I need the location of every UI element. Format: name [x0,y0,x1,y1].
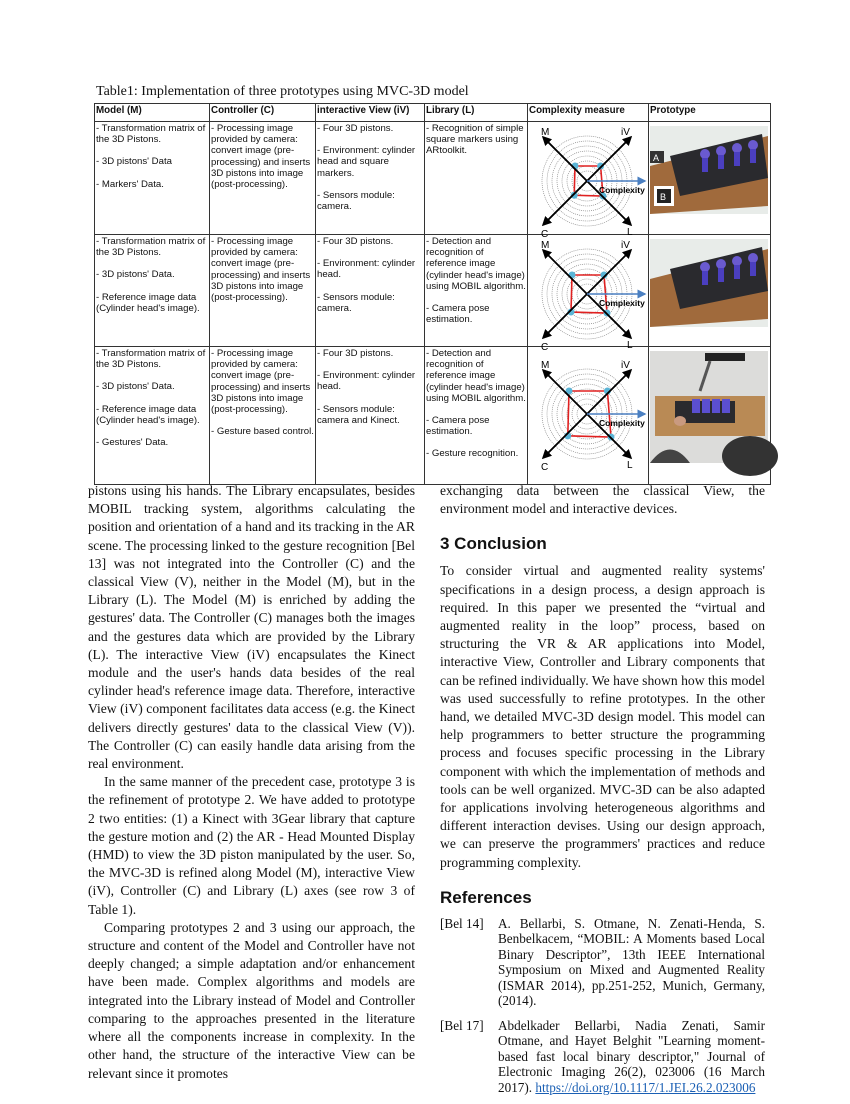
header-library: Library (L) [425,104,528,122]
cell-line: - Processing image provided by camera: convert image (pre-processing) and inserts 3D pistons into image (post-processing). [211,236,311,304]
right-column [440,482,765,1104]
reference-text-wrap [498,1018,765,1096]
cell-line: - Camera pose estimation. [426,303,490,326]
cell-library [425,347,528,485]
cell-prototype [649,347,771,485]
cell-line: - 3D pistons' Data [96,156,172,168]
left-column [88,482,415,1083]
cell-line: - Environment: cylinder head and square markers. [317,145,416,179]
cell-line: - Four 3D pistons. [317,236,394,247]
table-row [95,347,771,485]
cell-line: - Gesture recognition. [426,448,519,460]
cell-controller [210,347,316,485]
cell-line: - Transformation matrix of the 3D Pistons. [96,123,206,146]
cell-model [95,235,210,347]
cell-line: - 3D pistons' Data. [96,381,175,393]
axis-label-l: L [627,227,633,238]
cell-line: - Reference image data (Cylinder head's image). [96,403,200,426]
cell-complexity [528,347,649,485]
axis-label-m: M [541,240,550,251]
reference-item [440,1018,765,1096]
header-model: Model (M) [95,104,210,122]
axis-label-c: C [541,462,549,473]
prototype-photo [650,351,768,463]
cell-line: - Environment: cylinder head. [317,370,416,393]
complexity-label: Complexity [599,185,645,195]
cell-line: - Processing image provided by camera: convert image (pre-processing) and inserts 3D pistons into image (post-processing). [211,123,311,191]
conclusion-paragraph: To consider virtual and augmented reality systems' specifications in a design process, a design approach is required. In this paper we presented the “virtual and augmented reality in the loop” process, based on structuring the VR & AR applications into Model, interactive View, Controller and Library components that can be refined individually. We have shown how this model was used successfully to refine prototypes. In the other hand, we detailed MVC-3D design model. This model can help programmers to better structure the programming process and focuses specific processing in the Library component with which the implementation of methods and tools can be well organized. MVC-3D can be also adapted for applications involving heterogeneous algorithms and different interaction devises. Using our design approach, we can preserve the programmers' practices and reduce programming complexity. [440,563,765,870]
complexity-label: Complexity [599,418,645,428]
axis-label-l: L [627,340,633,351]
cell-line: - Environment: cylinder head. [317,258,416,281]
header-view: interactive View (iV) [316,104,425,122]
marker-label: A [653,153,660,163]
cell-model [95,122,210,235]
cell-complexity [528,122,649,240]
cell-view [316,235,425,347]
complexity-label: Complexity [599,298,645,308]
cell-line: - Gestures' Data. [96,437,169,449]
cell-view [316,122,425,235]
paragraph: In the same manner of the precedent case, prototype 3 is the refinement of prototype 2. We have added to prototype 2 two entities: (1) a Kinect with 3Gear library that capture the gesture motion and (2) the AR - Head Mounted Display (HMD) to view the 3D piston manipulated by the user. So, the MVC-3D is refined along Model (M), interactive View (iV), Controller (C) and Library (L) axes (see row 3 of Table 1). [88,774,415,917]
cell-view [316,347,425,485]
references-heading: References [440,887,532,907]
reference-key: [Bel 14] [440,915,484,931]
cell-prototype [649,122,771,235]
cell-controller [210,235,316,347]
header-prototype: Prototype [649,104,771,122]
cell-prototype [649,235,771,347]
paragraph: Comparing prototypes 2 and 3 using our approach, the structure and content of the Model and Controller have not deeply changed; a simple adaptation and/or enhancement have been made. Complex algorithms and models are integrated into the Library instead of Model and Controller comparing to the approaches presented in the literature where all the components increase in complexity. In the other hand, the structure of the interactive View can be relevant since it promotes [88,919,415,1081]
cell-line: - Sensors module: camera. [317,291,395,314]
axis-label-m: M [541,127,550,138]
complexity-diagram [529,123,647,240]
cell-complexity [528,235,649,353]
table-row [95,122,771,235]
cell-line: - Detection and recognition of reference image (cylinder head's image) using MOBIL algorithm. [426,236,526,292]
axis-label-iv: iV [621,240,630,251]
header-complexity: Complexity measure [528,104,649,122]
cell-line: - Four 3D pistons. [317,348,394,359]
axis-label-l: L [627,460,633,471]
prototype-photo [650,126,768,214]
table-caption: Table1: Implementation of three prototypes using MVC-3D model [96,84,469,99]
table-row [95,235,771,347]
cell-library [425,122,528,235]
cell-line: - Recognition of simple square markers using ARtoolkit. [426,123,524,157]
reference-text: Abdelkader Bellarbi, Nadia Zenati, Samir Otmane, and Hayet Belghit "Learning moment-based fast local binary descriptor," Journal of Electronic Imaging 26(2), 023006 (16 March 2017). [498,1017,765,1095]
cell-line: - Transformation matrix of the 3D Pistons. [96,236,206,259]
cell-line: - Reference image data (Cylinder head's image). [96,291,200,314]
cell-line: - Processing image provided by camera: convert image (pre-processing) and inserts 3D pistons into image (post-processing). [211,348,311,416]
marker-label: B [660,192,667,202]
reference-text: A. Bellarbi, S. Otmane, N. Zenati-Henda, S. Benbelkacem, “MOBIL: A Moments based Local Binary Descriptor”, 13th IEEE International Symposium on Mixed and Augmented Reality (ISMAR 2014), pp.251-252, Munich, Germany, (2014). [498,915,765,1009]
cell-line: - Gesture based control. [211,426,314,438]
prototypes-table [94,103,771,485]
table-header-row [95,104,771,122]
cell-line: - Four 3D pistons. [317,123,394,134]
axis-label-iv: iV [621,127,630,138]
complexity-diagram [529,236,647,353]
axis-label-c: C [541,342,549,353]
cell-model [95,347,210,485]
cell-line: - 3D pistons' Data. [96,269,175,281]
cell-controller [210,122,316,235]
axis-label-iv: iV [621,360,630,371]
doi-link[interactable]: https://doi.org/10.1117/1.JEI.26.2.023006 [535,1079,756,1095]
cell-line: - Detection and recognition of reference image (cylinder head's image) using MOBIL algorithm. [426,348,526,404]
cell-library [425,235,528,347]
reference-item [440,916,765,1009]
cell-line: - Camera pose estimation. [426,415,490,438]
cell-line: - Transformation matrix of the 3D Pistons. [96,348,206,371]
prototype-photo [650,239,768,327]
cell-line: - Sensors module: camera. [317,189,395,213]
cell-line: - Sensors module: camera and Kinect. [317,403,400,426]
complexity-diagram [529,348,647,482]
reference-key: [Bel 17] [440,1017,484,1033]
axis-label-c: C [541,229,549,240]
paragraph: pistons using his hands. The Library encapsulates, besides MOBIL tracking system, algorithms calculating the position and orientation of a hand and its tracking in the AR scene. The processing linked to the gesture recognition [Bel 13] was not integrated into the Controller (C) and the classical View (V), neither in the Model (M), but in the Library (L). The Model (M) is enriched by adding the gestures' data. The Controller (C) manages both the images and the gestures data which are provided by the Library (L). The interactive View (iV) encapsulates the Kinect module and the user's hands data besides of the real cylinder head's reference image data. Therefore, interactive View (iV) component facilitates data access (e.g. the Kinect delivers directly gestures' data to the classical View (V)). The Controller (C) can easily handle data arising from the real environment. [88,483,415,772]
axis-label-m: M [541,360,550,371]
cell-line: - Markers' Data. [96,178,164,190]
conclusion-heading: 3 Conclusion [440,534,547,554]
paragraph: exchanging data between the classical View, the environment model and interactive devices. [440,483,765,517]
header-controller: Controller (C) [210,104,316,122]
